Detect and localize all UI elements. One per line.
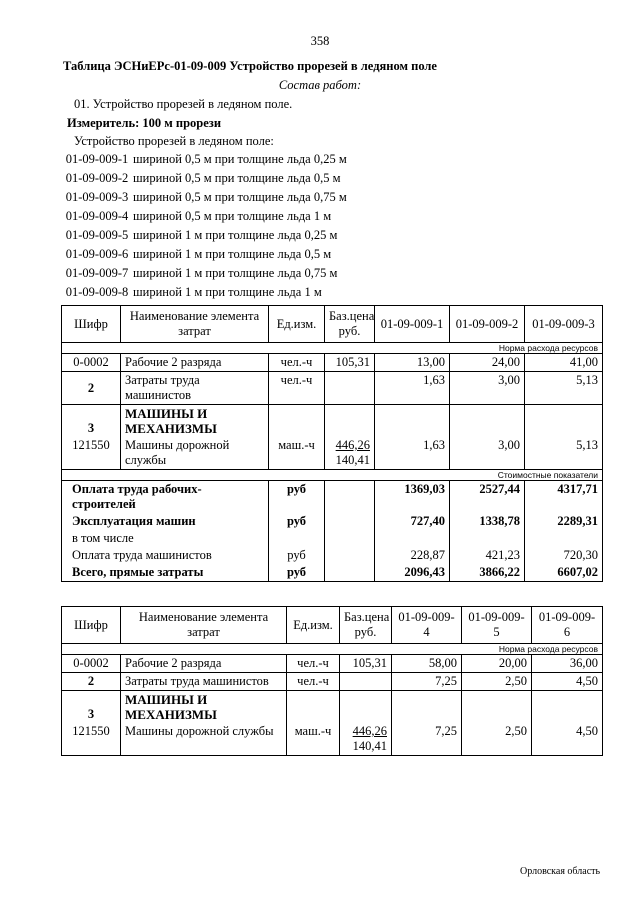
col-header-3: 01-09-009-3 bbox=[525, 306, 603, 343]
table-row: 121550 Машины дорожной службы маш.-ч 446,26 140,41 1,63 3,00 5,13 bbox=[62, 437, 603, 470]
footer-region: Орловская область bbox=[520, 866, 601, 877]
intro-line: Устройство прорезей в ледяном поле: bbox=[74, 134, 274, 148]
table-row: Оплата труда рабочих-строителей руб 1369,03 2527,44 4317,71 bbox=[62, 481, 603, 514]
list-item: 01-09-009-6 шириной 1 м при толщине льда 0,5 м bbox=[65, 247, 332, 261]
col-header-price: Баз.цена руб. bbox=[340, 607, 392, 644]
code-list bbox=[61, 151, 347, 303]
col-header-code: Шифр bbox=[62, 306, 121, 343]
table-row: 0-0002 Рабочие 2 разряда чел.-ч 105,31 13,00 24,00 41,00 bbox=[62, 354, 603, 372]
col-header-2: 01-09-009-2 bbox=[450, 306, 525, 343]
table-row: в том числе bbox=[62, 530, 603, 547]
resource-table-1 bbox=[61, 305, 603, 582]
col-header-code: Шифр bbox=[62, 607, 121, 644]
measure-unit: Измеритель: 100 м прорези bbox=[67, 116, 222, 130]
table-row: Эксплуатация машин руб 727,40 1338,78 2289,31 bbox=[62, 513, 603, 530]
table-row: Оплата труда машинистов руб 228,87 421,23 720,30 bbox=[62, 547, 603, 564]
list-item: 01-09-009-4 шириной 0,5 м при толщине льда 1 м bbox=[65, 209, 332, 223]
list-item: 01-09-009-7 шириной 1 м при толщине льда 0,75 м bbox=[65, 266, 338, 280]
col-header-4: 01-09-009-4 bbox=[392, 607, 462, 644]
col-header-5: 01-09-009-5 bbox=[462, 607, 532, 644]
list-item: 01-09-009-8 шириной 1 м при толщине льда 1 м bbox=[65, 285, 322, 299]
col-header-unit: Ед.изм. bbox=[287, 607, 340, 644]
col-header-1: 01-09-009-1 bbox=[375, 306, 450, 343]
resource-table-2 bbox=[61, 606, 603, 756]
col-header-6: 01-09-009-6 bbox=[532, 607, 603, 644]
col-header-price: Баз.цена руб. bbox=[325, 306, 375, 343]
list-item: 01-09-009-1 шириной 0,5 м при толщине льда 0,25 м bbox=[65, 152, 347, 166]
work-composition-label: Состав работ: bbox=[278, 78, 362, 92]
page-title: Таблица ЭСНиЕРс-01-09-009 Устройство прорезей в ледяном поле bbox=[63, 59, 437, 73]
table-row: 3 МАШИНЫ И МЕХАНИЗМЫ bbox=[62, 691, 603, 724]
table-row: 121550 Машины дорожной службы маш.-ч 446,26 140,41 7,25 2,50 4,50 bbox=[62, 723, 603, 756]
table-row: 2 Затраты труда машинистов чел.-ч 7,25 2,50 4,50 bbox=[62, 673, 603, 691]
table-row: 0-0002 Рабочие 2 разряда чел.-ч 105,31 58,00 20,00 36,00 bbox=[62, 655, 603, 673]
section-row: Норма расхода ресурсов bbox=[62, 343, 603, 354]
table-row: 3 МАШИНЫ И МЕХАНИЗМЫ bbox=[62, 405, 603, 438]
table-row: 2 Затраты труда машинистов чел.-ч 1,63 3,00 5,13 bbox=[62, 372, 603, 405]
col-header-unit: Ед.изм. bbox=[269, 306, 325, 343]
table-header bbox=[62, 607, 603, 644]
work-item: 01. Устройство прорезей в ледяном поле. bbox=[74, 97, 293, 111]
table-row: Всего, прямые затраты руб 2096,43 3866,22 6607,02 bbox=[62, 564, 603, 582]
list-item: 01-09-009-3 шириной 0,5 м при толщине льда 0,75 м bbox=[65, 190, 347, 204]
list-item: 01-09-009-2 шириной 0,5 м при толщине льда 0,5 м bbox=[65, 171, 341, 185]
list-item: 01-09-009-5 шириной 1 м при толщине льда 0,25 м bbox=[65, 228, 338, 242]
section-row: Норма расхода ресурсов bbox=[62, 644, 603, 655]
section-row: Стоимостные показатели bbox=[62, 470, 603, 481]
col-header-name: Наименование элемента затрат bbox=[121, 607, 287, 644]
col-header-name: Наименование элемента затрат bbox=[121, 306, 269, 343]
page-number: 358 bbox=[310, 34, 330, 48]
table-header bbox=[62, 306, 603, 343]
